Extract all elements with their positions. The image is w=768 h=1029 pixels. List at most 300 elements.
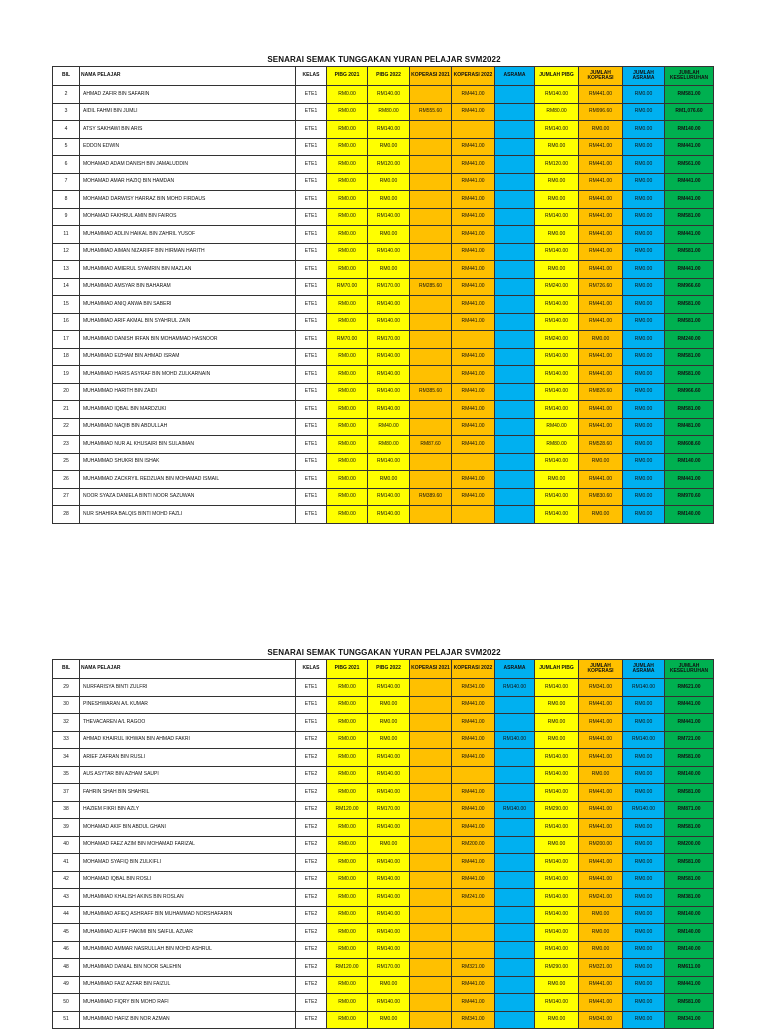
header-jumlah-koperasi: JUMLAH KOPERASI [579, 67, 623, 86]
cell-jumlah-asrama: RM0.00 [623, 889, 665, 907]
cell-asrama [495, 401, 535, 419]
cell-jumlah-keseluruhan: RM581.00 [665, 86, 714, 104]
cell-asrama [495, 226, 535, 244]
cell-kelas: ETE2 [296, 854, 327, 872]
cell-asrama: RM140.00 [495, 801, 535, 819]
cell-jumlah-keseluruhan: RM441.00 [665, 714, 714, 732]
cell-jumlah-asrama: RM0.00 [623, 941, 665, 959]
cell-jumlah-keseluruhan: RM140.00 [665, 906, 714, 924]
cell-jumlah-koperasi: RM441.00 [579, 348, 623, 366]
table-row [53, 871, 714, 889]
cell-jumlah-pibg: RM140.00 [535, 86, 579, 104]
cell-pibg-2022: RM140.00 [368, 383, 410, 401]
cell-jumlah-asrama: RM0.00 [623, 383, 665, 401]
cell-asrama [495, 871, 535, 889]
cell-koperasi-2022: RM441.00 [452, 86, 495, 104]
cell-pibg-2022: RM0.00 [368, 731, 410, 749]
cell-nama-pelajar: MUHAMMAD KHALISH AKINS BIN ROSLAN [80, 889, 296, 907]
cell-asrama [495, 924, 535, 942]
cell-asrama [495, 243, 535, 261]
cell-bil: 34 [53, 749, 80, 767]
cell-jumlah-koperasi: RM0.00 [579, 941, 623, 959]
cell-jumlah-asrama: RM0.00 [623, 784, 665, 802]
cell-koperasi-2021 [410, 506, 452, 524]
cell-pibg-2022: RM140.00 [368, 766, 410, 784]
cell-asrama [495, 103, 535, 121]
cell-kelas: ETE1 [296, 191, 327, 209]
cell-jumlah-koperasi: RM441.00 [579, 801, 623, 819]
cell-bil: 29 [53, 679, 80, 697]
table-row [53, 226, 714, 244]
table-row [53, 941, 714, 959]
cell-jumlah-koperasi: RM0.00 [579, 906, 623, 924]
cell-jumlah-koperasi: RM441.00 [579, 976, 623, 994]
cell-kelas: ETE1 [296, 261, 327, 279]
cell-bil: 4 [53, 121, 80, 139]
cell-koperasi-2022: RM441.00 [452, 348, 495, 366]
table-row [53, 749, 714, 767]
cell-koperasi-2021 [410, 121, 452, 139]
cell-koperasi-2021: RM87.60 [410, 436, 452, 454]
cell-bil: 20 [53, 383, 80, 401]
cell-jumlah-pibg: RM0.00 [535, 261, 579, 279]
table-row [53, 453, 714, 471]
cell-koperasi-2022: RM441.00 [452, 801, 495, 819]
cell-koperasi-2022: RM441.00 [452, 278, 495, 296]
cell-pibg-2021: RM0.00 [327, 941, 368, 959]
cell-pibg-2022: RM140.00 [368, 366, 410, 384]
cell-jumlah-koperasi: RM441.00 [579, 471, 623, 489]
cell-pibg-2022: RM140.00 [368, 906, 410, 924]
cell-kelas: ETE1 [296, 331, 327, 349]
table-row [53, 103, 714, 121]
cell-pibg-2021: RM0.00 [327, 296, 368, 314]
cell-bil: 33 [53, 731, 80, 749]
header-asrama: ASRAMA [495, 660, 535, 679]
cell-koperasi-2021 [410, 243, 452, 261]
cell-pibg-2022: RM0.00 [368, 1011, 410, 1029]
cell-jumlah-pibg: RM140.00 [535, 924, 579, 942]
cell-jumlah-keseluruhan: RM970.60 [665, 488, 714, 506]
cell-asrama [495, 766, 535, 784]
cell-pibg-2022: RM140.00 [368, 488, 410, 506]
cell-nama-pelajar: MUHAMMAD ANIQ ANWA BIN SABERI [80, 296, 296, 314]
cell-jumlah-asrama: RM0.00 [623, 854, 665, 872]
cell-kelas: ETE1 [296, 313, 327, 331]
cell-kelas: ETE1 [296, 506, 327, 524]
cell-jumlah-keseluruhan: RM441.00 [665, 696, 714, 714]
cell-koperasi-2022: RM441.00 [452, 156, 495, 174]
cell-koperasi-2021 [410, 784, 452, 802]
cell-asrama: RM140.00 [495, 731, 535, 749]
cell-kelas: ETE2 [296, 889, 327, 907]
cell-pibg-2022: RM140.00 [368, 401, 410, 419]
cell-jumlah-asrama: RM0.00 [623, 714, 665, 732]
cell-jumlah-asrama: RM0.00 [623, 471, 665, 489]
cell-nama-pelajar: MUHAMMAD AIMAN NIZARIFF BIN HIRMAN HARITH [80, 243, 296, 261]
cell-pibg-2022: RM0.00 [368, 191, 410, 209]
cell-jumlah-pibg: RM140.00 [535, 766, 579, 784]
cell-pibg-2022: RM140.00 [368, 243, 410, 261]
cell-asrama [495, 959, 535, 977]
cell-bil: 11 [53, 226, 80, 244]
header-jumlah-asrama: JUMLAH ASRAMA [623, 67, 665, 86]
cell-jumlah-asrama: RM140.00 [623, 679, 665, 697]
cell-koperasi-2021 [410, 173, 452, 191]
header-koperasi-2022: KOPERASI 2022 [452, 660, 495, 679]
header-kelas: KELAS [296, 67, 327, 86]
cell-jumlah-keseluruhan: RM140.00 [665, 453, 714, 471]
cell-pibg-2021: RM0.00 [327, 1011, 368, 1029]
cell-pibg-2021: RM0.00 [327, 191, 368, 209]
cell-pibg-2021: RM0.00 [327, 714, 368, 732]
cell-pibg-2022: RM140.00 [368, 313, 410, 331]
cell-jumlah-asrama: RM0.00 [623, 766, 665, 784]
cell-koperasi-2022 [452, 331, 495, 349]
cell-jumlah-keseluruhan: RM140.00 [665, 506, 714, 524]
header-nama-pelajar: NAMA PELAJAR [80, 67, 296, 86]
cell-bil: 16 [53, 313, 80, 331]
cell-jumlah-pibg: RM140.00 [535, 208, 579, 226]
cell-pibg-2021: RM120.00 [327, 801, 368, 819]
cell-koperasi-2022: RM441.00 [452, 243, 495, 261]
cell-asrama [495, 1011, 535, 1029]
cell-nama-pelajar: MUHAMMAD AMMAR NASRULLAH BIN MOHD ASHRUL [80, 941, 296, 959]
cell-jumlah-pibg: RM0.00 [535, 731, 579, 749]
cell-jumlah-koperasi: RM241.00 [579, 889, 623, 907]
cell-nama-pelajar: THEVACAREN A/L RAGOO [80, 714, 296, 732]
cell-kelas: ETE2 [296, 784, 327, 802]
cell-pibg-2021: RM0.00 [327, 889, 368, 907]
cell-jumlah-koperasi: RM996.60 [579, 103, 623, 121]
cell-pibg-2021: RM0.00 [327, 366, 368, 384]
cell-jumlah-keseluruhan: RM140.00 [665, 766, 714, 784]
cell-bil: 27 [53, 488, 80, 506]
cell-jumlah-asrama: RM0.00 [623, 436, 665, 454]
cell-pibg-2022: RM0.00 [368, 261, 410, 279]
table-row [53, 696, 714, 714]
cell-jumlah-keseluruhan: RM581.00 [665, 749, 714, 767]
cell-jumlah-asrama: RM0.00 [623, 278, 665, 296]
cell-nama-pelajar: MUHAMMAD ADLIN HAIKAL BIN ZAHRIL YUSOF [80, 226, 296, 244]
cell-nama-pelajar: MUHAMMAD AMSYAR BIN BAHARAM [80, 278, 296, 296]
cell-jumlah-asrama: RM0.00 [623, 296, 665, 314]
cell-asrama [495, 714, 535, 732]
cell-kelas: ETE2 [296, 836, 327, 854]
header-row [53, 660, 714, 679]
cell-pibg-2021: RM0.00 [327, 836, 368, 854]
cell-pibg-2021: RM0.00 [327, 679, 368, 697]
cell-jumlah-keseluruhan: RM1,076.60 [665, 103, 714, 121]
cell-asrama [495, 313, 535, 331]
cell-pibg-2021: RM0.00 [327, 383, 368, 401]
cell-koperasi-2022: RM441.00 [452, 191, 495, 209]
table-row [53, 173, 714, 191]
cell-pibg-2022: RM0.00 [368, 138, 410, 156]
cell-koperasi-2022 [452, 924, 495, 942]
table-row [53, 488, 714, 506]
cell-jumlah-koperasi: RM441.00 [579, 784, 623, 802]
cell-jumlah-keseluruhan: RM140.00 [665, 941, 714, 959]
cell-asrama [495, 208, 535, 226]
cell-jumlah-pibg: RM140.00 [535, 453, 579, 471]
cell-koperasi-2022: RM441.00 [452, 994, 495, 1012]
cell-jumlah-asrama: RM0.00 [623, 138, 665, 156]
cell-asrama [495, 331, 535, 349]
cell-jumlah-keseluruhan: RM871.00 [665, 801, 714, 819]
cell-koperasi-2022: RM441.00 [452, 488, 495, 506]
table-row [53, 679, 714, 697]
cell-koperasi-2022: RM441.00 [452, 749, 495, 767]
cell-pibg-2021: RM0.00 [327, 121, 368, 139]
cell-bil: 23 [53, 436, 80, 454]
cell-jumlah-asrama: RM140.00 [623, 731, 665, 749]
cell-bil: 46 [53, 941, 80, 959]
cell-pibg-2021: RM0.00 [327, 208, 368, 226]
cell-koperasi-2021 [410, 453, 452, 471]
cell-jumlah-keseluruhan: RM381.00 [665, 889, 714, 907]
cell-nama-pelajar: NURFARISYA BINTI ZULFRI [80, 679, 296, 697]
cell-jumlah-asrama: RM0.00 [623, 313, 665, 331]
cell-koperasi-2021 [410, 156, 452, 174]
cell-jumlah-pibg: RM240.00 [535, 278, 579, 296]
cell-jumlah-koperasi: RM441.00 [579, 401, 623, 419]
table-row [53, 924, 714, 942]
header-jumlah-keseluruhan: JUMLAH KESELURUHAN [665, 660, 714, 679]
cell-asrama [495, 261, 535, 279]
cell-jumlah-keseluruhan: RM966.60 [665, 278, 714, 296]
cell-jumlah-pibg: RM140.00 [535, 941, 579, 959]
cell-nama-pelajar: MOHAMAD IQBAL BIN ROSLI [80, 871, 296, 889]
cell-koperasi-2021 [410, 679, 452, 697]
cell-jumlah-pibg: RM140.00 [535, 243, 579, 261]
cell-pibg-2022: RM140.00 [368, 506, 410, 524]
cell-pibg-2022: RM140.00 [368, 296, 410, 314]
cell-koperasi-2022: RM441.00 [452, 401, 495, 419]
cell-koperasi-2021 [410, 749, 452, 767]
cell-jumlah-koperasi: RM441.00 [579, 138, 623, 156]
cell-kelas: ETE1 [296, 401, 327, 419]
cell-jumlah-koperasi: RM0.00 [579, 766, 623, 784]
cell-jumlah-koperasi: RM321.00 [579, 959, 623, 977]
cell-jumlah-asrama: RM0.00 [623, 156, 665, 174]
cell-koperasi-2021 [410, 138, 452, 156]
cell-kelas: ETE2 [296, 819, 327, 837]
cell-jumlah-pibg: RM0.00 [535, 226, 579, 244]
cell-kelas: ETE2 [296, 801, 327, 819]
cell-koperasi-2022 [452, 906, 495, 924]
table-row [53, 366, 714, 384]
table-row [53, 854, 714, 872]
cell-bil: 30 [53, 696, 80, 714]
table-row [53, 383, 714, 401]
cell-koperasi-2021 [410, 366, 452, 384]
cell-jumlah-koperasi: RM441.00 [579, 871, 623, 889]
cell-koperasi-2022: RM441.00 [452, 261, 495, 279]
cell-kelas: ETE2 [296, 994, 327, 1012]
cell-koperasi-2022: RM441.00 [452, 296, 495, 314]
cell-nama-pelajar: MOHAMAD FAEZ AZIM BIN MOHAMAD FARIZAL [80, 836, 296, 854]
cell-koperasi-2021 [410, 836, 452, 854]
cell-asrama [495, 278, 535, 296]
cell-jumlah-pibg: RM0.00 [535, 138, 579, 156]
page-title: SENARAI SEMAK TUNGGAKAN YURAN PELAJAR SVM2022 [267, 648, 501, 657]
cell-koperasi-2021 [410, 696, 452, 714]
cell-asrama [495, 906, 535, 924]
cell-jumlah-asrama: RM0.00 [623, 819, 665, 837]
cell-asrama [495, 121, 535, 139]
cell-pibg-2022: RM80.00 [368, 436, 410, 454]
cell-koperasi-2021 [410, 331, 452, 349]
cell-jumlah-koperasi: RM0.00 [579, 924, 623, 942]
cell-jumlah-pibg: RM0.00 [535, 1011, 579, 1029]
cell-bil: 7 [53, 173, 80, 191]
fees-table [52, 66, 714, 524]
cell-jumlah-keseluruhan: RM581.00 [665, 819, 714, 837]
cell-nama-pelajar: MUHAMMAD HAFIZ BIN NOR AZMAN [80, 1011, 296, 1029]
cell-koperasi-2021 [410, 1011, 452, 1029]
cell-koperasi-2022: RM441.00 [452, 854, 495, 872]
cell-nama-pelajar: MOHAMAD ADAM DANISH BIN JAMALUDDIN [80, 156, 296, 174]
cell-kelas: ETE2 [296, 731, 327, 749]
header-jumlah-keseluruhan: JUMLAH KESELURUHAN [665, 67, 714, 86]
cell-pibg-2022: RM140.00 [368, 871, 410, 889]
cell-nama-pelajar: MUHAMMAD ARIF AKMAL BIN SYAHRUL ZAIN [80, 313, 296, 331]
cell-asrama [495, 156, 535, 174]
table-row [53, 121, 714, 139]
cell-asrama [495, 696, 535, 714]
cell-bil: 2 [53, 86, 80, 104]
header-jumlah-pibg: JUMLAH PIBG [535, 660, 579, 679]
cell-jumlah-keseluruhan: RM581.00 [665, 208, 714, 226]
cell-jumlah-koperasi: RM200.00 [579, 836, 623, 854]
cell-koperasi-2022: RM441.00 [452, 383, 495, 401]
cell-asrama [495, 506, 535, 524]
cell-kelas: ETE1 [296, 103, 327, 121]
cell-kelas: ETE2 [296, 1011, 327, 1029]
cell-jumlah-asrama: RM0.00 [623, 243, 665, 261]
cell-jumlah-pibg: RM80.00 [535, 436, 579, 454]
cell-bil: 40 [53, 836, 80, 854]
cell-pibg-2021: RM0.00 [327, 871, 368, 889]
cell-pibg-2021: RM0.00 [327, 784, 368, 802]
cell-jumlah-koperasi: RM441.00 [579, 156, 623, 174]
cell-pibg-2022: RM0.00 [368, 836, 410, 854]
cell-asrama [495, 453, 535, 471]
cell-pibg-2022: RM140.00 [368, 86, 410, 104]
cell-jumlah-asrama: RM0.00 [623, 906, 665, 924]
cell-jumlah-asrama: RM0.00 [623, 103, 665, 121]
cell-pibg-2022: RM0.00 [368, 714, 410, 732]
cell-jumlah-keseluruhan: RM441.00 [665, 976, 714, 994]
cell-asrama [495, 819, 535, 837]
cell-asrama [495, 383, 535, 401]
cell-koperasi-2021 [410, 86, 452, 104]
table-row [53, 976, 714, 994]
table-row [53, 86, 714, 104]
cell-asrama: RM140.00 [495, 679, 535, 697]
cell-koperasi-2022: RM241.00 [452, 889, 495, 907]
cell-pibg-2021: RM0.00 [327, 819, 368, 837]
cell-koperasi-2021 [410, 418, 452, 436]
cell-bil: 19 [53, 366, 80, 384]
cell-jumlah-keseluruhan: RM441.00 [665, 226, 714, 244]
cell-koperasi-2022: RM441.00 [452, 418, 495, 436]
cell-pibg-2021: RM0.00 [327, 436, 368, 454]
cell-pibg-2022: RM140.00 [368, 453, 410, 471]
cell-jumlah-koperasi: RM441.00 [579, 854, 623, 872]
cell-bil: 51 [53, 1011, 80, 1029]
header-asrama: ASRAMA [495, 67, 535, 86]
cell-bil: 32 [53, 714, 80, 732]
cell-bil: 48 [53, 959, 80, 977]
cell-pibg-2022: RM170.00 [368, 278, 410, 296]
cell-jumlah-pibg: RM140.00 [535, 313, 579, 331]
cell-koperasi-2021 [410, 714, 452, 732]
cell-koperasi-2022: RM441.00 [452, 714, 495, 732]
cell-asrama [495, 348, 535, 366]
cell-bil: 43 [53, 889, 80, 907]
header-koperasi-2021: KOPERASI 2021 [410, 660, 452, 679]
cell-bil: 44 [53, 906, 80, 924]
header-bil: BIL [53, 67, 80, 86]
cell-jumlah-pibg: RM140.00 [535, 679, 579, 697]
cell-asrama [495, 138, 535, 156]
cell-nama-pelajar: MUHAMMAD IQBAL BIN MARDZUKI [80, 401, 296, 419]
cell-kelas: ETE1 [296, 418, 327, 436]
cell-jumlah-asrama: RM0.00 [623, 208, 665, 226]
cell-jumlah-asrama: RM0.00 [623, 331, 665, 349]
cell-jumlah-keseluruhan: RM581.00 [665, 871, 714, 889]
cell-koperasi-2021 [410, 208, 452, 226]
cell-jumlah-asrama: RM0.00 [623, 959, 665, 977]
cell-asrama [495, 488, 535, 506]
cell-nama-pelajar: MUHAMMAD EIZHAM BIN AHMAD ISRAM [80, 348, 296, 366]
cell-pibg-2022: RM0.00 [368, 226, 410, 244]
cell-jumlah-pibg: RM40.00 [535, 418, 579, 436]
cell-jumlah-pibg: RM0.00 [535, 173, 579, 191]
cell-asrama [495, 173, 535, 191]
cell-asrama [495, 366, 535, 384]
cell-jumlah-asrama: RM0.00 [623, 836, 665, 854]
cell-bil: 13 [53, 261, 80, 279]
cell-pibg-2021: RM0.00 [327, 261, 368, 279]
cell-koperasi-2021 [410, 854, 452, 872]
cell-koperasi-2022 [452, 506, 495, 524]
cell-koperasi-2021 [410, 819, 452, 837]
cell-jumlah-keseluruhan: RM966.60 [665, 383, 714, 401]
cell-bil: 17 [53, 331, 80, 349]
cell-jumlah-koperasi: RM441.00 [579, 243, 623, 261]
cell-koperasi-2022: RM441.00 [452, 138, 495, 156]
cell-pibg-2022: RM140.00 [368, 749, 410, 767]
cell-jumlah-keseluruhan: RM341.00 [665, 1011, 714, 1029]
cell-jumlah-asrama: RM0.00 [623, 348, 665, 366]
cell-jumlah-asrama: RM0.00 [623, 401, 665, 419]
cell-pibg-2022: RM140.00 [368, 854, 410, 872]
cell-asrama [495, 784, 535, 802]
table-row [53, 994, 714, 1012]
cell-bil: 39 [53, 819, 80, 837]
cell-bil: 5 [53, 138, 80, 156]
cell-kelas: ETE1 [296, 366, 327, 384]
cell-koperasi-2022: RM441.00 [452, 819, 495, 837]
cell-nama-pelajar: AHMAD KHAIRUL IKHWAN BIN AHMAD FAKRI [80, 731, 296, 749]
cell-pibg-2022: RM140.00 [368, 208, 410, 226]
cell-bil: 38 [53, 801, 80, 819]
cell-bil: 35 [53, 766, 80, 784]
cell-asrama [495, 296, 535, 314]
